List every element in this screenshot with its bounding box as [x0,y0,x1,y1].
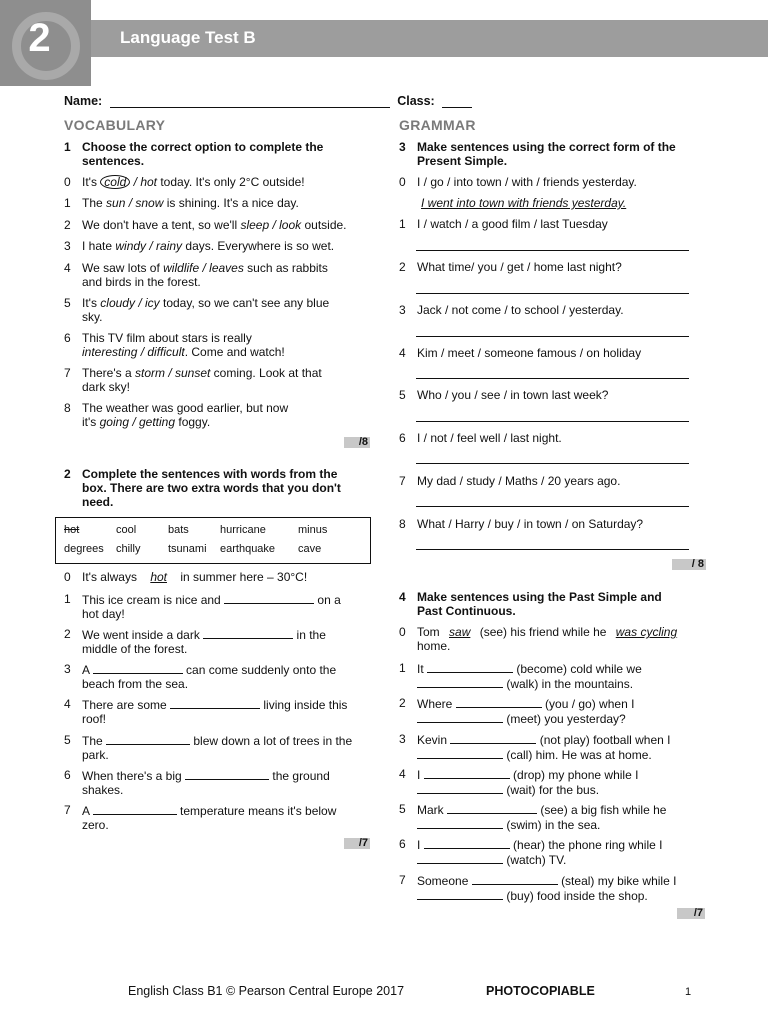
ex3-score: / 8 [672,559,706,570]
word-box-word: minus [298,524,328,536]
footer-photocopiable: PHOTOCOPIABLE [486,984,595,998]
options[interactable]: windy / rainy [115,239,183,253]
answer-blank[interactable] [170,697,260,709]
answer-blank[interactable] [185,768,269,780]
word-box-word: chilly [116,543,141,555]
answer-blank[interactable] [417,676,503,688]
answer-line[interactable] [416,506,689,507]
footer-copyright: English Class B1 © Pearson Central Europe 2017 [128,984,405,998]
name-row [64,94,472,108]
word-box-word: cave [298,543,322,555]
answer-blank[interactable] [424,837,510,849]
circled-option[interactable]: cold [100,175,130,189]
title-bar [91,20,768,57]
word-box-word: tsunami [168,543,207,555]
page-number: 1 [685,986,692,998]
option-b[interactable]: hot [140,175,158,189]
ex2-score: /7 [344,838,370,849]
options[interactable]: wildlife / leaves [163,261,244,275]
word-box-word: earthquake [220,543,276,555]
options[interactable]: going / getting [99,415,176,429]
answer-line[interactable] [416,378,689,379]
answer-blank[interactable] [203,627,293,639]
answer-blank[interactable] [456,696,542,708]
grammar-heading: GRAMMAR [399,117,476,133]
answer-word: hot [150,570,167,584]
answer-line[interactable] [416,293,689,294]
vocabulary-heading: VOCABULARY [64,117,166,133]
options[interactable]: interesting / difficult [82,345,185,359]
unit-number: 2 [28,16,51,60]
word-box-word: cool [116,524,137,536]
options[interactable]: cloudy / icy [100,296,160,310]
answer-blank[interactable] [417,888,503,900]
answer-blank[interactable] [93,662,183,674]
answer-line[interactable] [416,250,689,251]
answer-blank[interactable] [424,767,510,779]
options[interactable]: storm / sunset [134,366,211,380]
word-box [55,517,371,564]
word-box-word: hot [64,524,80,536]
answer-word: was cycling [615,625,678,639]
answer-blank[interactable] [93,803,177,815]
answer-blank[interactable] [447,802,537,814]
answer-blank[interactable] [472,873,558,885]
word-box-word: degrees [64,543,104,555]
unit-badge [0,0,91,86]
ex4-score: /7 [677,908,705,919]
ex3-example-answer: I went into town with friends yesterday. [421,196,627,210]
word-box-word: hurricane [220,524,266,536]
answer-line[interactable] [416,463,689,464]
answer-blank[interactable] [450,732,536,744]
ex1-score: /8 [344,437,370,448]
answer-blank[interactable] [417,711,503,723]
answer-blank[interactable] [417,747,503,759]
word-box-word: bats [168,524,189,536]
answer-blank[interactable] [417,817,503,829]
answer-blank[interactable] [224,592,314,604]
options[interactable]: sleep / look [240,218,302,232]
answer-blank[interactable] [106,733,190,745]
answer-word: saw [449,625,471,639]
answer-line[interactable] [416,549,689,550]
name-field[interactable] [110,107,390,108]
answer-blank[interactable] [417,782,503,794]
page-title: Language Test B [120,28,256,47]
class-field[interactable] [442,107,472,108]
answer-line[interactable] [416,421,689,422]
answer-line[interactable] [416,336,689,337]
answer-blank[interactable] [427,661,513,673]
options[interactable]: sun / snow [106,196,164,210]
name-label: Name: [64,94,103,108]
class-label: Class: [397,94,435,108]
answer-blank[interactable] [417,852,503,864]
